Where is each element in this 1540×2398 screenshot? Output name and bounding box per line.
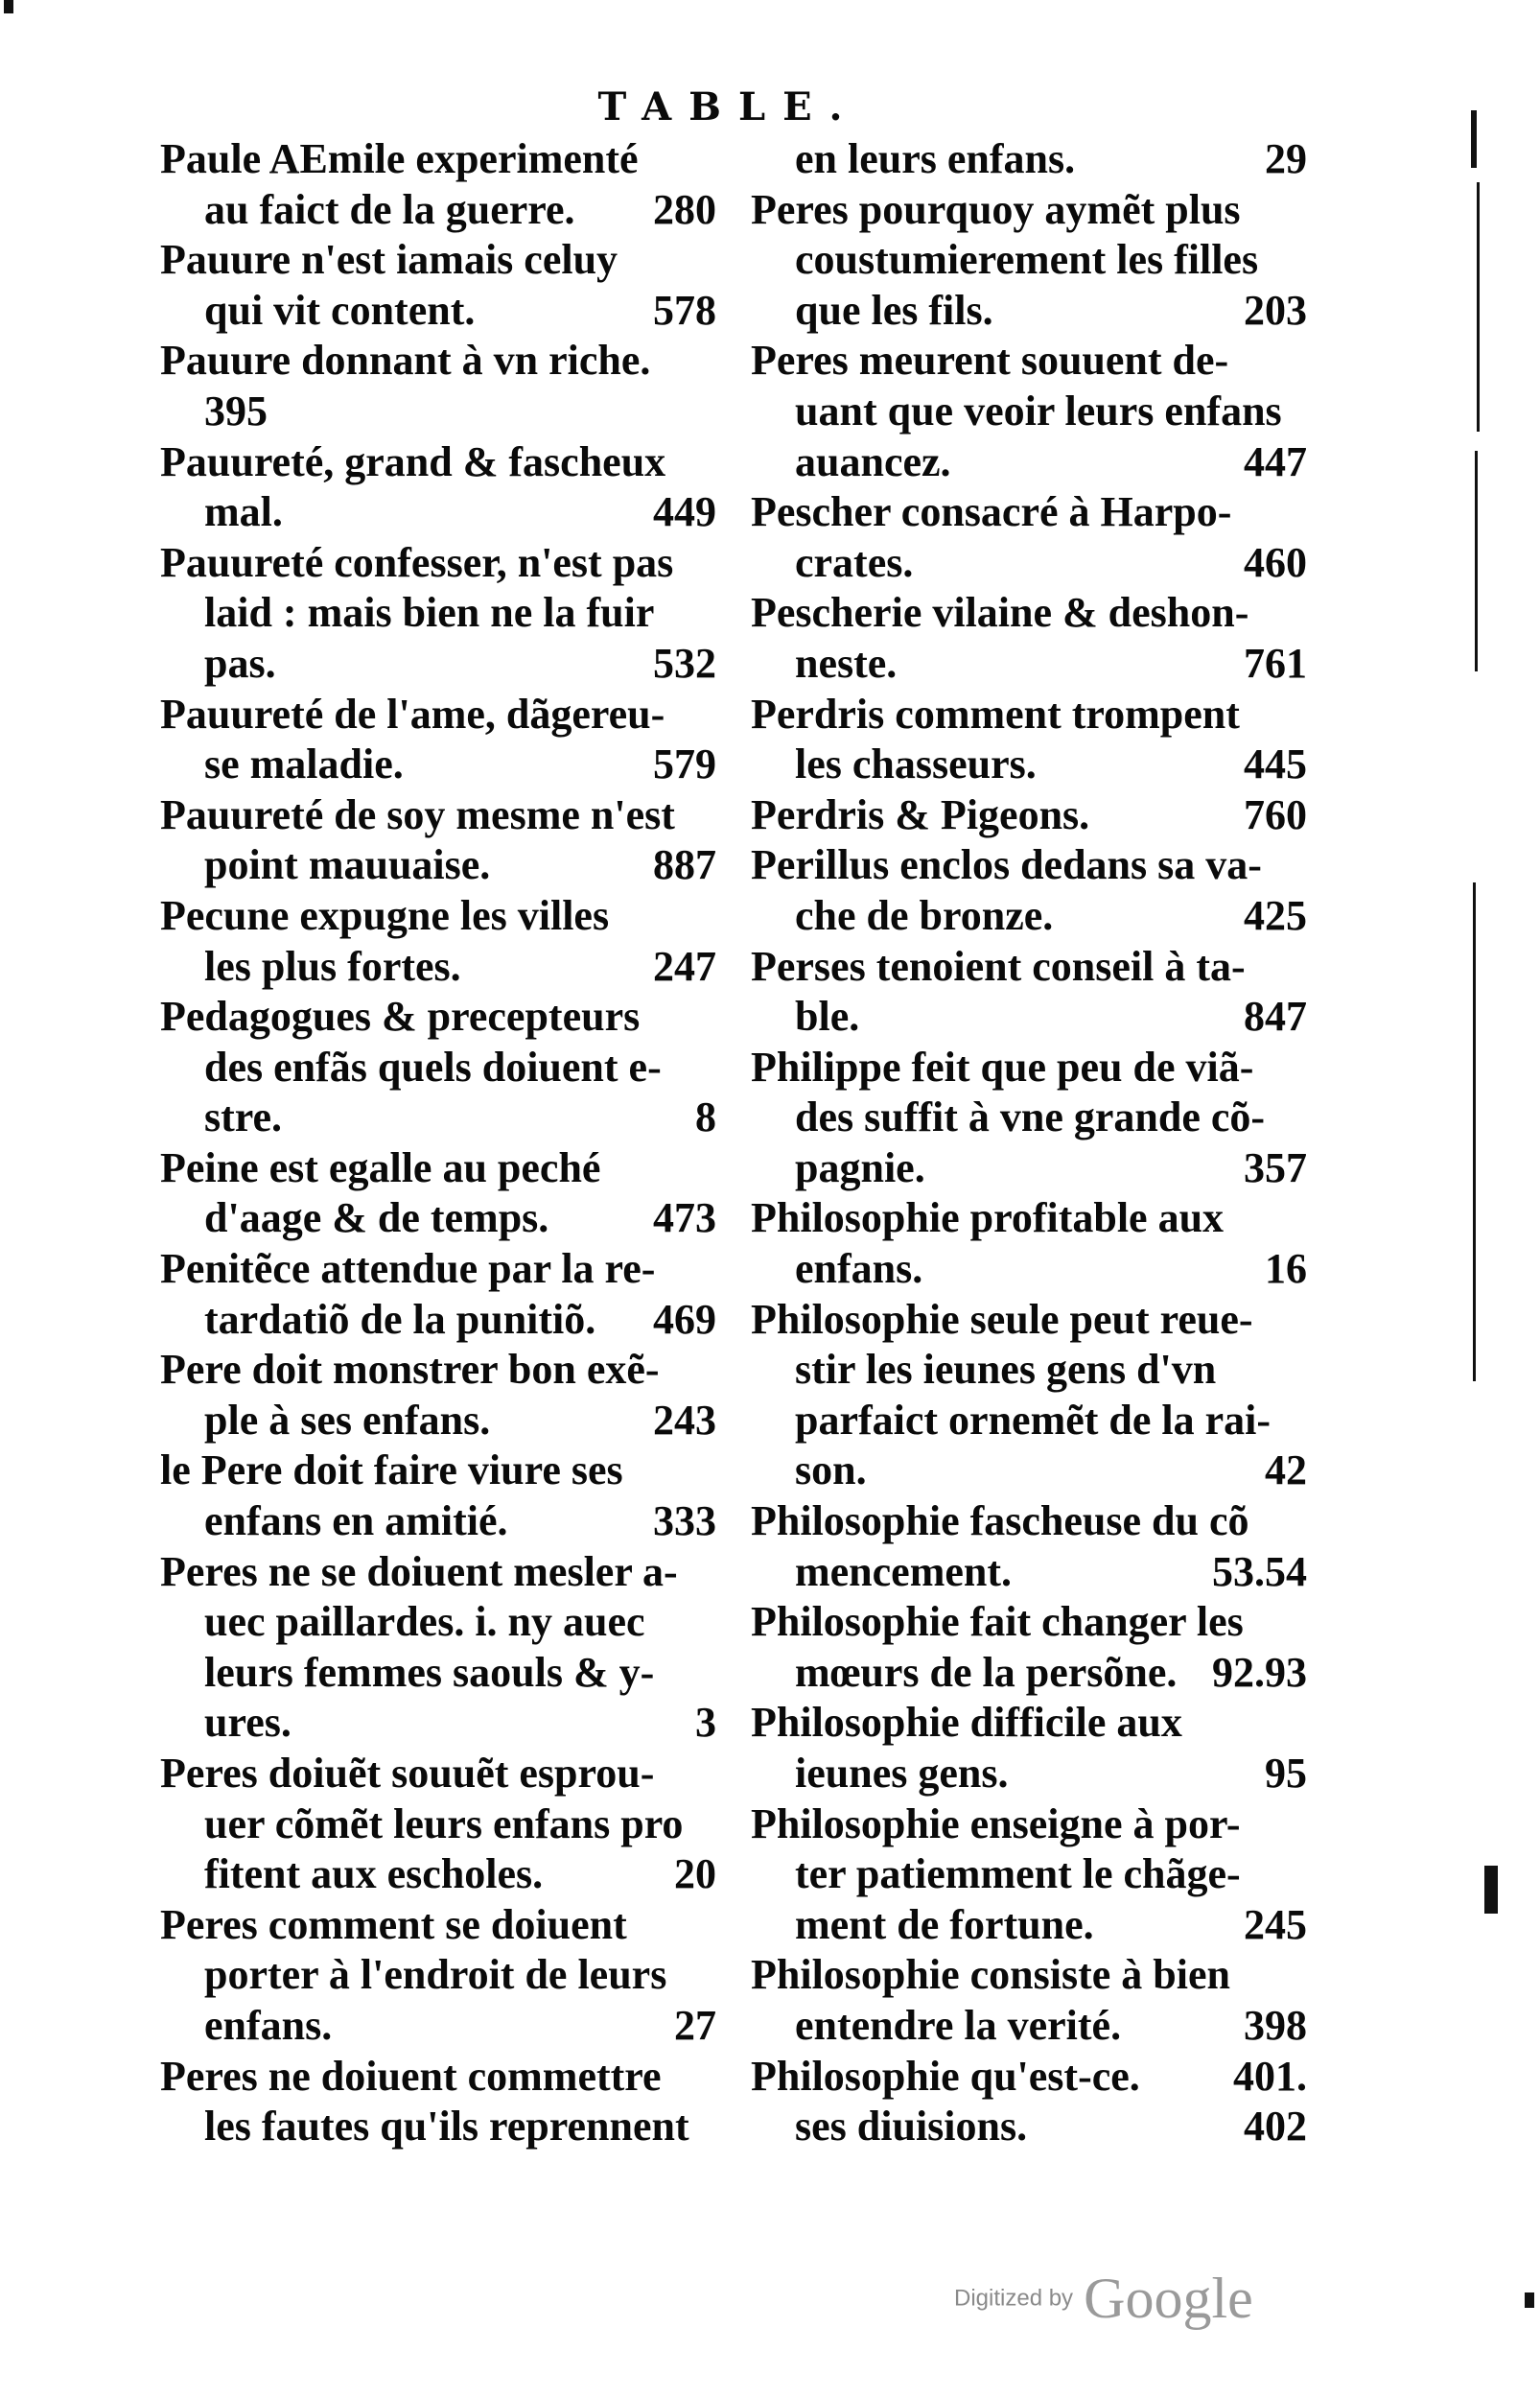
entry-page-number: 95 [1265, 1750, 1307, 1797]
index-column-right [751, 134, 1307, 2152]
index-entry-line [160, 690, 716, 741]
entry-text: Peres meurent souuent de- [751, 337, 1229, 385]
entry-page-number: 395 [204, 387, 268, 435]
index-entry-line [160, 992, 716, 1043]
entry-text: que les fils. [795, 286, 993, 334]
index-entry-line [160, 1950, 716, 2001]
index-entry-line [751, 336, 1307, 387]
entry-page-number: 445 [1244, 741, 1307, 788]
entry-page-number: 532 [653, 639, 716, 687]
entry-text: coustumierement les filles [795, 236, 1259, 284]
index-entry-line [160, 2052, 716, 2103]
index-entry-line [751, 1648, 1307, 1699]
entry-text: pagnie. [795, 1143, 925, 1191]
index-entry-line [751, 1597, 1307, 1648]
entry-page-number: 243 [653, 1396, 716, 1444]
digitized-watermark [954, 2266, 1253, 2332]
scan-edge-mark [1484, 1866, 1498, 1914]
entry-page-number: 460 [1244, 538, 1307, 586]
index-entry-line [751, 1446, 1307, 1496]
index-entry-line [160, 2102, 716, 2152]
index-entry-line [160, 1799, 716, 1850]
entry-text: porter à l'endroit de leurs [204, 1951, 667, 1999]
index-entry-line [160, 2001, 716, 2052]
index-entry-line [751, 1396, 1307, 1446]
entry-page-number: 3 [695, 1699, 716, 1747]
entry-text: Penitẽce attendue par la re- [160, 1245, 656, 1293]
entry-text: auancez. [795, 437, 951, 485]
index-entry-line [751, 2102, 1307, 2152]
entry-text: se maladie. [204, 741, 404, 788]
entry-page-number: 53.54 [1212, 1547, 1307, 1595]
index-entry-line [160, 1345, 716, 1396]
index-entry-line [751, 2052, 1307, 2103]
entry-text: Pauureté de soy mesme n'est [160, 790, 675, 838]
entry-text: Peres pourquoy aymẽt plus [751, 185, 1241, 233]
index-entry-line [751, 639, 1307, 690]
watermark-prefix: Digitized by [954, 2285, 1074, 2312]
index-entry-line [160, 1043, 716, 1093]
index-entry-line [160, 1396, 716, 1446]
index-entry-line [160, 639, 716, 690]
entry-text: enfans en amitié. [204, 1497, 508, 1545]
index-entry-line [751, 790, 1307, 841]
entry-text: mal. [204, 488, 283, 536]
index-entry-line [751, 1900, 1307, 1951]
google-logo: Google [1084, 2267, 1253, 2330]
entry-text: les fautes qu'ils reprennent [204, 2103, 689, 2151]
index-entry-line [751, 1193, 1307, 1244]
entry-text: en leurs enfans. [795, 135, 1076, 182]
index-entry-line [751, 286, 1307, 337]
index-entry-line [751, 1043, 1307, 1093]
index-entry-line [751, 740, 1307, 790]
entry-text: leurs femmes saouls & y- [204, 1648, 655, 1696]
index-entry-line [160, 235, 716, 286]
index-entry-line [160, 588, 716, 639]
index-entry-line [751, 588, 1307, 639]
entry-text: des suffit à vne grande cõ- [795, 1093, 1266, 1141]
entry-page-number: 449 [653, 488, 716, 536]
index-entry-line [160, 1900, 716, 1951]
index-entry-line [160, 487, 716, 538]
entry-text: uer cõmẽt leurs enfans pro [204, 1799, 684, 1847]
entry-text: Paule AEmile experimenté [160, 135, 639, 182]
entry-text: Philosophie qu'est-ce. [751, 2052, 1140, 2100]
index-entry-line [160, 1193, 716, 1244]
index-entry-line [751, 1345, 1307, 1396]
entry-text: Perdris & Pigeons. [751, 790, 1090, 838]
index-entry-line [160, 1849, 716, 1900]
entry-text: les chasseurs. [795, 741, 1037, 788]
index-entry-line [751, 1093, 1307, 1143]
index-entry-line [751, 134, 1307, 185]
entry-text: Pauureté de l'ame, dãgereu- [160, 690, 665, 738]
entry-text: pas. [204, 639, 276, 687]
entry-page-number: 401. [1233, 2052, 1307, 2100]
entry-text: ses diuisions. [795, 2103, 1028, 2151]
entry-text: les plus fortes. [204, 942, 461, 990]
index-entry-line [160, 1648, 716, 1699]
index-entry-line [751, 1749, 1307, 1799]
entry-text: Pedagogues & precepteurs [160, 993, 641, 1041]
index-entry-line [751, 538, 1307, 589]
index-entry-line [160, 891, 716, 942]
index-entry-line [160, 286, 716, 337]
entry-text: son. [795, 1446, 867, 1494]
entry-text: Philosophie enseigne à por- [751, 1799, 1241, 1847]
entry-text: stir les ieunes gens d'vn [795, 1346, 1217, 1394]
index-entry-line [160, 1496, 716, 1547]
scan-edge-mark [1475, 451, 1478, 671]
index-entry-line [751, 437, 1307, 488]
entry-text: fitent aux escholes. [204, 1850, 544, 1898]
index-entry-line [160, 1295, 716, 1346]
entry-text: mœurs de la persõne. [795, 1648, 1178, 1696]
index-entry-line [160, 1244, 716, 1295]
index-entry-line [751, 891, 1307, 942]
index-entry-line [160, 1547, 716, 1598]
index-entry-line [160, 942, 716, 993]
index-entry-line [751, 942, 1307, 993]
entry-text: ble. [795, 993, 860, 1041]
entry-text: crates. [795, 538, 914, 586]
index-entry-line [751, 1799, 1307, 1850]
index-entry-line [160, 538, 716, 589]
index-entry-line [751, 1143, 1307, 1194]
entry-text: Peres ne doiuent commettre [160, 2052, 662, 2100]
entry-page-number: 203 [1244, 286, 1307, 334]
entry-text: neste. [795, 639, 898, 687]
entry-text: Philosophie fascheuse du cõ [751, 1497, 1249, 1545]
entry-text: Pauureté confesser, n'est pas [160, 538, 674, 586]
entry-text: Pauure donnant à vn riche. [160, 337, 651, 385]
index-entry-line [751, 1496, 1307, 1547]
entry-text: Philippe feit que peu de viã- [751, 1043, 1254, 1091]
entry-text: Pauure n'est iamais celuy [160, 236, 618, 284]
entry-text: laid : mais bien ne la fuir [204, 589, 655, 637]
entry-text: des enfãs quels doiuent e- [204, 1043, 662, 1091]
index-entry-line [160, 1749, 716, 1799]
entry-text: Philosophie consiste à bien [751, 1951, 1230, 1999]
entry-text: Philosophie seule peut reue- [751, 1295, 1253, 1343]
index-entry-line [160, 790, 716, 841]
index-entry-line [751, 2001, 1307, 2052]
entry-text: Pecune expugne les villes [160, 891, 610, 939]
entry-text: uant que veoir leurs enfans [795, 387, 1282, 435]
index-entry-line [751, 840, 1307, 891]
entry-page-number: 245 [1244, 1900, 1307, 1948]
entry-text: Pescher consacré à Harpo- [751, 488, 1232, 536]
index-entry-line [160, 134, 716, 185]
scan-edge-mark [1477, 182, 1480, 432]
entry-text: Pauureté, grand & fascheux [160, 437, 666, 485]
entry-page-number: 578 [653, 286, 716, 334]
running-title: TABLE. [597, 84, 860, 129]
scan-edge-mark [4, 0, 13, 13]
entry-text: ment de fortune. [795, 1900, 1094, 1948]
entry-text: che de bronze. [795, 891, 1054, 939]
entry-text: ter patiemment le chãge- [795, 1850, 1241, 1898]
entry-page-number: 92.93 [1212, 1648, 1307, 1696]
entry-page-number: 42 [1265, 1446, 1307, 1494]
index-entry-line [751, 1295, 1307, 1346]
entry-page-number: 447 [1244, 437, 1307, 485]
entry-page-number: 333 [653, 1497, 716, 1545]
index-entry-line [751, 1698, 1307, 1749]
index-entry-line [160, 437, 716, 488]
index-entry-line [160, 1093, 716, 1143]
index-entry-line [160, 387, 716, 437]
entry-text: mencement. [795, 1547, 1013, 1595]
scan-edge-mark [1525, 2292, 1534, 2308]
entry-text: uec paillardes. i. ny auec [204, 1598, 645, 1646]
entry-text: stre. [204, 1093, 283, 1141]
index-entry-line [160, 1597, 716, 1648]
entry-text: Philosophie difficile aux [751, 1699, 1182, 1747]
entry-page-number: 27 [674, 2001, 716, 2049]
entry-page-number: 473 [653, 1194, 716, 1242]
entry-page-number: 29 [1265, 135, 1307, 182]
index-entry-line [160, 1446, 716, 1496]
entry-page-number: 16 [1265, 1245, 1307, 1293]
entry-text: ple à ses enfans. [204, 1396, 491, 1444]
index-entry-line [751, 487, 1307, 538]
entry-text: entendre la verité. [795, 2001, 1122, 2049]
index-entry-line [751, 1849, 1307, 1900]
entry-text: le Pere doit faire viure ses [160, 1446, 623, 1494]
index-entry-line [751, 185, 1307, 236]
scan-edge-mark [1473, 882, 1476, 1381]
index-entry-line [160, 1698, 716, 1749]
entry-text: ures. [204, 1699, 292, 1747]
entry-page-number: 425 [1244, 891, 1307, 939]
index-entry-line [751, 992, 1307, 1043]
index-entry-line [160, 336, 716, 387]
entry-page-number: 469 [653, 1295, 716, 1343]
index-column-left [160, 134, 716, 2152]
entry-text: enfans. [204, 2001, 333, 2049]
entry-page-number: 20 [674, 1850, 716, 1898]
entry-text: Peres doiuẽt souuẽt esprou- [160, 1750, 655, 1797]
entry-text: point mauuaise. [204, 841, 491, 889]
entry-text: tardatiõ de la punitiõ. [204, 1295, 596, 1343]
index-entry-line [751, 690, 1307, 741]
entry-text: Perses tenoient conseil à ta- [751, 942, 1246, 990]
entry-page-number: 247 [653, 942, 716, 990]
entry-text: Peine est egalle au peché [160, 1143, 601, 1191]
entry-page-number: 280 [653, 185, 716, 233]
entry-page-number: 761 [1244, 639, 1307, 687]
entry-page-number: 887 [653, 841, 716, 889]
entry-text: Philosophie profitable aux [751, 1194, 1225, 1242]
index-entry-line [160, 740, 716, 790]
entry-page-number: 398 [1244, 2001, 1307, 2049]
index-entry-line [751, 1547, 1307, 1598]
entry-text: Peres comment se doiuent [160, 1900, 627, 1948]
index-entry-line [751, 1244, 1307, 1295]
entry-text: d'aage & de temps. [204, 1194, 549, 1242]
entry-page-number: 8 [695, 1093, 716, 1141]
index-entry-line [751, 1950, 1307, 2001]
scan-edge-mark [1471, 110, 1477, 168]
index-entry-line [751, 387, 1307, 437]
entry-page-number: 357 [1244, 1143, 1307, 1191]
index-entry-line [751, 235, 1307, 286]
entry-text: Perillus enclos dedans sa va- [751, 841, 1262, 889]
index-entry-line [160, 1143, 716, 1194]
entry-text: Peres ne se doiuent mesler a- [160, 1547, 678, 1595]
entry-text: enfans. [795, 1245, 923, 1293]
entry-text: Pere doit monstrer bon exẽ- [160, 1346, 660, 1394]
entry-text: parfaict ornemẽt de la rai- [795, 1396, 1272, 1444]
index-entry-line [160, 840, 716, 891]
entry-page-number: 760 [1244, 790, 1307, 838]
entry-page-number: 579 [653, 741, 716, 788]
entry-text: Perdris comment trompent [751, 690, 1240, 738]
entry-text: Pescherie vilaine & deshon- [751, 589, 1249, 637]
entry-page-number: 402 [1244, 2103, 1307, 2151]
entry-text: qui vit content. [204, 286, 476, 334]
entry-page-number: 847 [1244, 993, 1307, 1041]
entry-text: ieunes gens. [795, 1750, 1009, 1797]
index-entry-line [160, 185, 716, 236]
entry-text: Philosophie fait changer les [751, 1598, 1244, 1646]
entry-text: au faict de la guerre. [204, 185, 575, 233]
